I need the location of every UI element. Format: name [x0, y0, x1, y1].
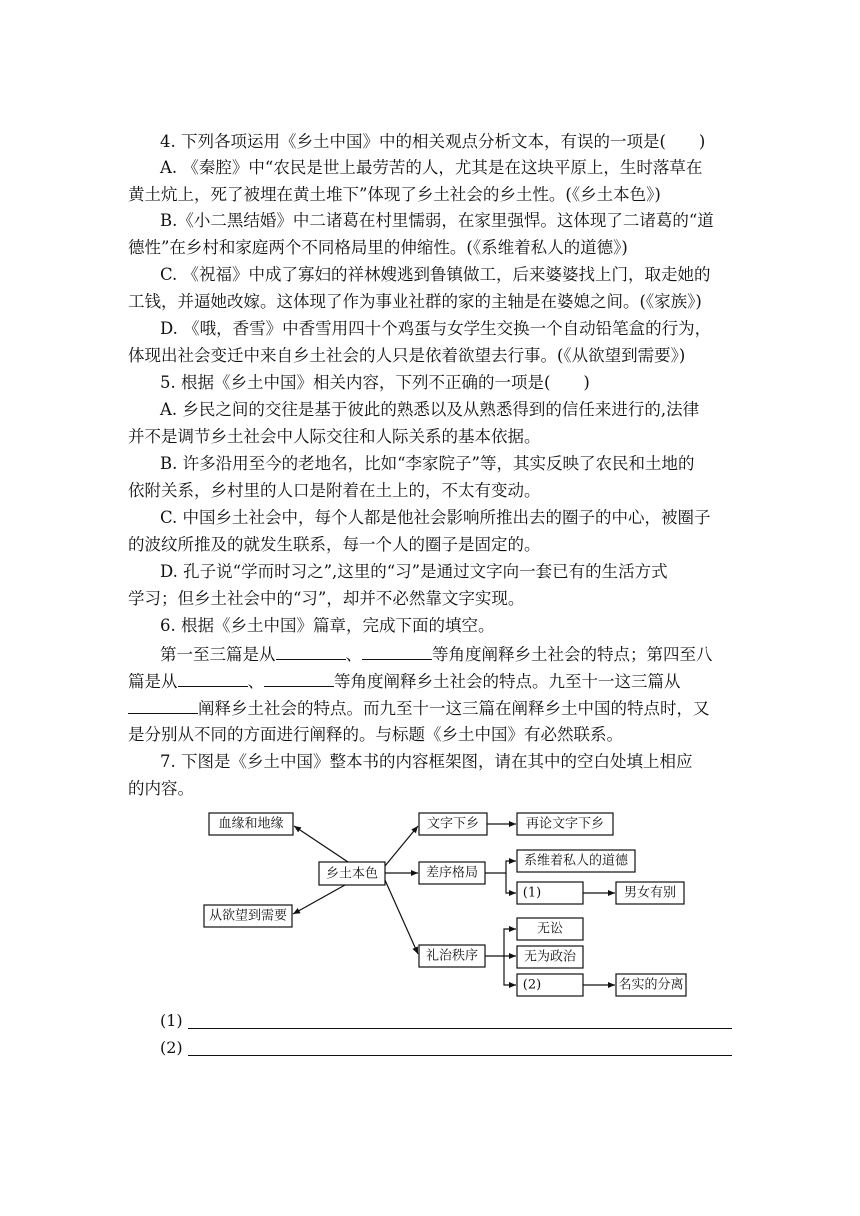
q5-option-a-line2: 并不是调节乡土社会中人际交往和人际关系的基本依据。	[128, 427, 541, 446]
q4-option-d-line1: D. 《哦，香雪》中香雪用四十个鸡蛋与女学生交换一个自动铅笔盒的行为，	[160, 319, 712, 338]
q6-stem: 6. 根据《乡土中国》篇章，完成下面的填空。	[160, 616, 495, 635]
q4-option-d-line2: 体现出社会变迁中来自乡土社会的人只是依着欲望去行事。(《从欲望到需要》)	[128, 346, 686, 365]
q4-stem: 4. 下列各项运用《乡土中国》中的相关观点分析文本，有误的一项是( )	[160, 132, 706, 151]
label-branch3-b: 无为政治	[523, 949, 577, 965]
q5-option-c-line1: C. 中国乡土社会中，每个人都是他社会影响所推出去的圈子的中心，被圈子	[160, 508, 711, 527]
q5-option-d-line1: D. 孔子说“学而时习之”,这里的“习”是通过文字向一套已有的生活方式	[160, 562, 668, 581]
label-branch3-a: 无讼	[536, 921, 564, 937]
label-branch2: 差序格局	[425, 865, 479, 881]
q6-fill-line1: 第一至三篇是从 、 等角度阐释乡土社会的特点；第四至八	[160, 645, 713, 664]
answer-line-1[interactable]: (1)	[160, 1011, 732, 1031]
q5-option-d-line2: 学习；但乡土社会中的“习”，却并不必然靠文字实现。	[128, 589, 525, 608]
label-center: 乡土本色	[325, 866, 379, 882]
answer-line-2[interactable]: (2)	[160, 1038, 732, 1058]
label-branch2-blank: (1)	[522, 885, 542, 901]
q7-stem-line2: 的内容。	[128, 779, 194, 798]
q4-option-c-line1: C. 《祝福》中成了寡妇的祥林嫂逃到鲁镇做工，后来婆婆找上门，取走她的	[160, 265, 711, 284]
label-branch1: 文字下乡	[426, 816, 480, 832]
label-branch2-top: 系维着私人的道德	[523, 853, 629, 869]
q5-option-c-line2: 的波纹所推及的就发生联系，每一个人的圈子是固定的。	[128, 535, 541, 554]
label-branch3: 礼治秩序	[425, 948, 479, 964]
label-left-bottom: 从欲望到需要	[208, 908, 288, 924]
q6-fill-line4: 是分别从不同的方面进行阐释的。与标题《乡土中国》有必然联系。	[128, 725, 623, 744]
q4-option-a-line1: A. 《秦腔》中“农民是世上最劳苦的人，尤其是在这块平原上，生时落草在	[160, 158, 703, 177]
q4-option-a-line2: 黄土炕上，死了被埋在黄土堆下”体现了乡土社会的乡土性。(《乡土本色》)	[128, 185, 661, 204]
label-branch1-next: 再论文字下乡	[525, 816, 605, 832]
q4-option-b-line2: 德性”在乡村和家庭两个不同格局里的伸缩性。(《系维着私人的道德》)	[128, 238, 628, 257]
q4-option-b-line1: B.《小二黑结婚》中二诸葛在村里懦弱，在家里强悍。这体现了二诸葛的“道	[160, 211, 714, 230]
q7-stem-line1: 7. 下图是《乡土中国》整本书的内容框架图，请在其中的空白处填上相应	[160, 752, 693, 771]
q4-option-c-line2: 工钱，并逼她改嫁。这体现了作为事业社群的家的主轴是在婆媳之间。(《家族》)	[128, 292, 702, 311]
label-branch2-blank-next: 男女有别	[623, 885, 677, 901]
q6-fill-line2: 篇是从 、 等角度阐释乡土社会的特点。九至十一这三篇从	[128, 672, 681, 691]
q5-option-b-line1: B. 许多沿用至今的老地名，比如“李家院子”等，其实反映了农民和土地的	[160, 454, 695, 473]
q5-option-b-line2: 依附关系，乡村里的人口是附着在土上的，不太有变动。	[128, 481, 541, 500]
q5-stem: 5. 根据《乡土中国》相关内容，下列不正确的一项是( )	[160, 373, 590, 392]
q6-fill-line3: 阐释乡土社会的特点。而九至十一这三篇在阐释乡土中国的特点时，又	[128, 697, 748, 720]
label-left-top: 血缘和地缘	[218, 816, 284, 832]
label-branch3-blank-next: 名实的分离	[618, 977, 684, 993]
q5-option-a-line1: A. 乡民之间的交往是基于彼此的熟悉以及从熟悉得到的信任来进行的,法律	[160, 400, 700, 419]
label-branch3-blank: (2)	[522, 977, 542, 993]
